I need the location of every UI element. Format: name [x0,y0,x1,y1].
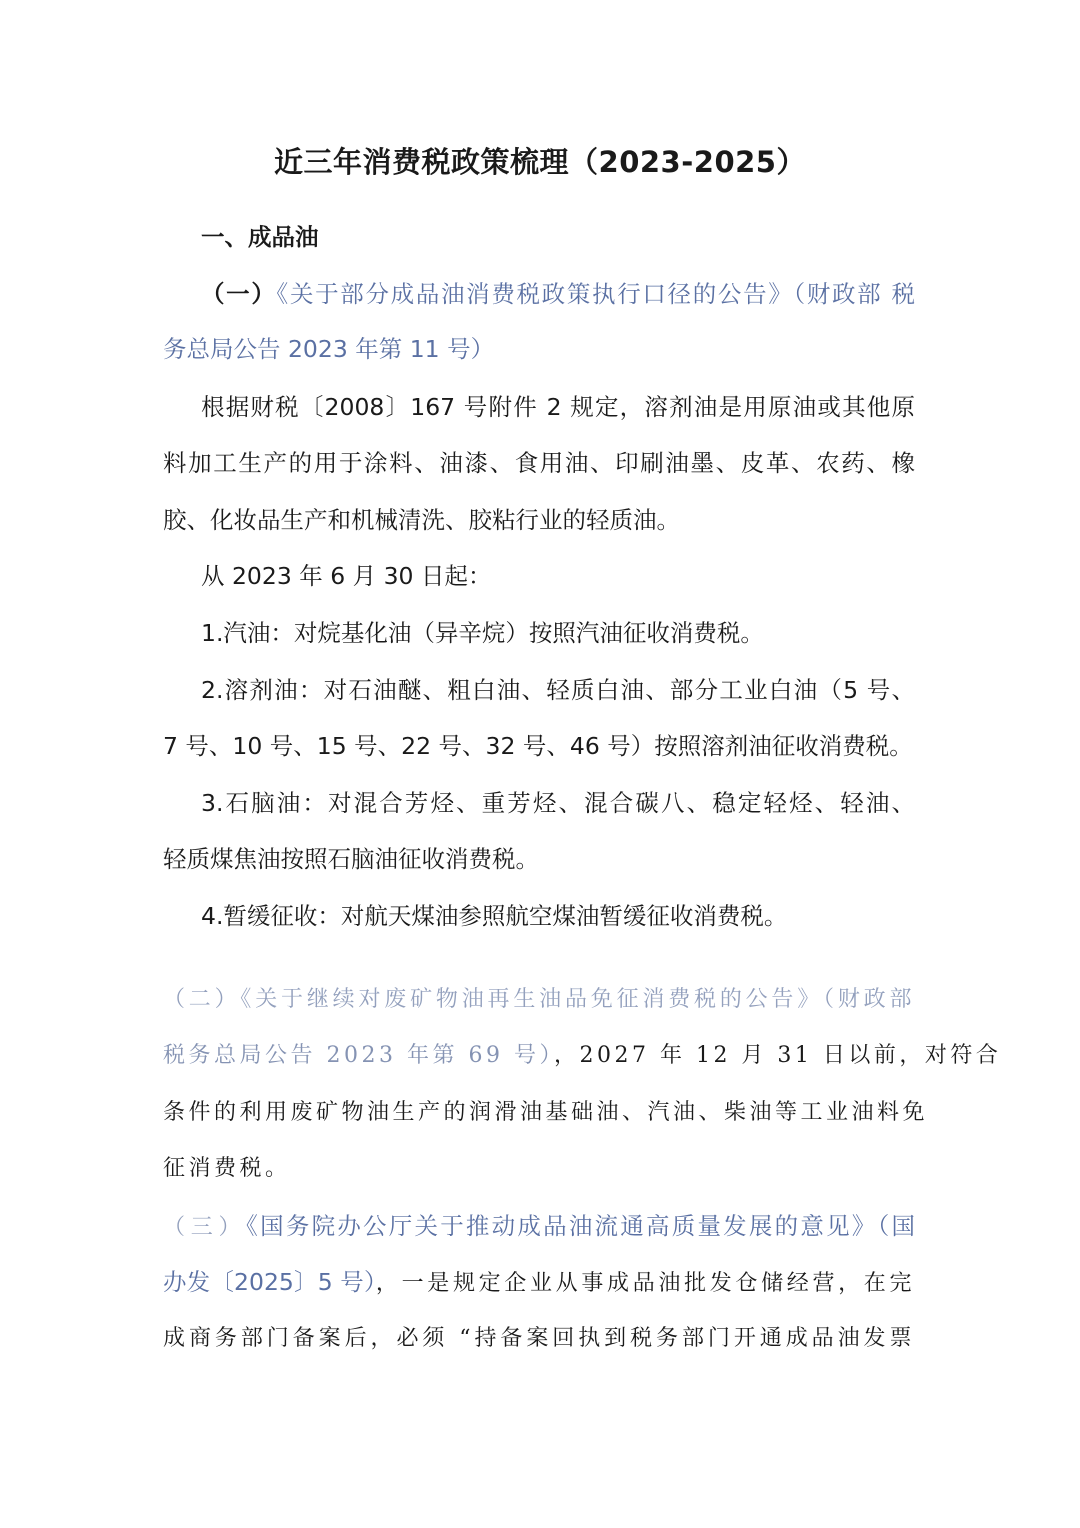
point-3-line2: 轻质煤焦油按照石脑油征收消费税。 [163,845,539,873]
point-1: 1.汽油：对烷基化油（异辛烷）按照汽油征收消费税。 [201,619,764,647]
item2-line2 [163,1036,1002,1076]
point-4: 4.暂缓征收：对航天煤油参照航空煤油暂缓征收消费税。 [201,902,788,930]
para1-line1: 根据财税〔2008〕167 号附件 2 规定，溶剂油是用原油或其他原 [201,393,915,421]
item3-line3: 成商务部门备案后，必须 “持备案回执到税务部门开通成品油发票 [163,1326,915,1351]
item3-line2 [163,1262,915,1302]
item3-link-line1[interactable]: 《国务院办公厅关于推动成品油流通高质量发展的意见》（国 [246,1212,915,1240]
item3-line1[interactable] [163,1206,915,1246]
item1-title-line1[interactable] [201,274,915,314]
item2-line2-rest: ，2027 年 12 月 31 日以前，对符合 [553,1043,1002,1068]
point-3-line1: 3.石脑油：对混合芳烃、重芳烃、混合碳八、稳定轻烃、轻油、 [201,789,915,817]
item2-line3: 条件的利用废矿物油生产的润滑油基础油、汽油、柴油等工业油料免 [163,1100,929,1125]
item1-link-part2[interactable]: 务总局公告 2023 年第 11 号） [163,335,495,363]
item3-link-line2[interactable]: 办发〔2025〕5 号） [163,1268,376,1296]
point-2-line1: 2.溶剂油：对石油醚、粗白油、轻质白油、部分工业白油（5 号、 [201,676,915,704]
item2-line4: 征消费税。 [163,1156,291,1181]
item3-line2-rest: ，一是规定企业从事成品油批发仓储经营，在完 [375,1271,915,1296]
item2-link-line2[interactable]: 税务总局公告 2023 年第 69 号） [163,1043,554,1068]
from-date: 从 2023 年 6 月 30 日起： [201,562,492,590]
item1-link-part1[interactable]: 《关于部分成品油消费税政策执行口径的公告》（财政部 税 [276,280,915,308]
para1-line3: 胶、化妆品生产和机械清洗、胶粘行业的轻质油。 [163,506,680,534]
section-heading: 一、成品油 [201,223,319,251]
para1-line2: 料加工生产的用于涂料、油漆、食用油、印刷油墨、皮革、农药、橡 [163,449,915,477]
item2-link-line1[interactable]: （二）《关于继续对废矿物油再生油品免征消费税的公告》（财政部 [163,987,915,1012]
page-title: 近三年消费税政策梳理（2023-2025） [274,145,806,179]
item3-marker: （三） [163,1215,247,1240]
item1-marker: （一） [201,280,277,308]
point-2-line2: 7 号、10 号、15 号、22 号、32 号、46 号）按照溶剂油征收消费税。 [163,732,913,760]
